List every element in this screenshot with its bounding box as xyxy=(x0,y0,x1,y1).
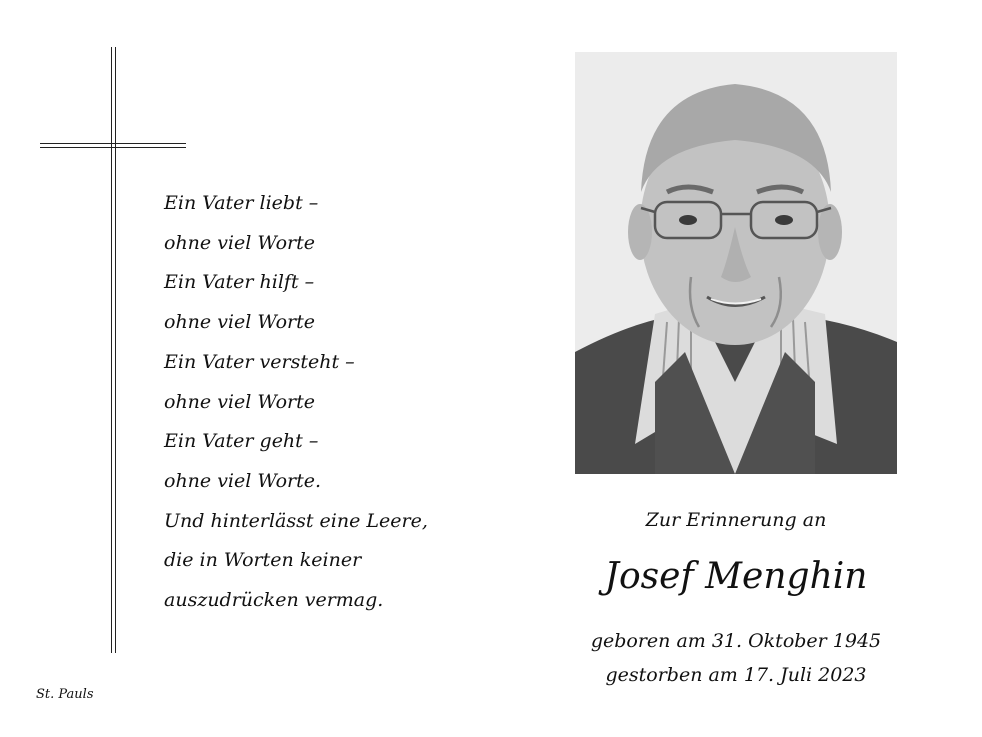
poem-line: Ein Vater geht – xyxy=(164,430,319,453)
poem-line: ohne viel Worte xyxy=(164,231,316,254)
death-date: gestorben am 17. Juli 2023 xyxy=(605,664,867,686)
birth-date: geboren am 31. Oktober 1945 xyxy=(590,630,882,652)
poem-line: ohne viel Worte xyxy=(164,311,316,334)
poem-line: Ein Vater liebt – xyxy=(164,192,319,214)
poem xyxy=(164,184,428,621)
cross-horizontal-beam xyxy=(40,143,186,148)
poem-line: Und hinterlässt eine Leere, xyxy=(164,509,428,532)
memorial-intro: Zur Erinnerung an xyxy=(645,509,827,531)
parish-label: St. Pauls xyxy=(36,687,94,702)
poem-line: ohne viel Worte xyxy=(164,390,316,413)
poem-line: Ein Vater hilft – xyxy=(164,271,315,294)
poem-line: ohne viel Worte. xyxy=(164,469,322,492)
cross-vertical-beam xyxy=(111,47,116,653)
deceased-name: Josef Menghin xyxy=(604,556,868,597)
portrait-photo xyxy=(575,52,897,474)
poem-line: die in Worten keiner xyxy=(164,549,362,572)
poem-line: auszudrücken vermag. xyxy=(164,589,384,612)
poem-line: Ein Vater versteht – xyxy=(164,350,355,373)
